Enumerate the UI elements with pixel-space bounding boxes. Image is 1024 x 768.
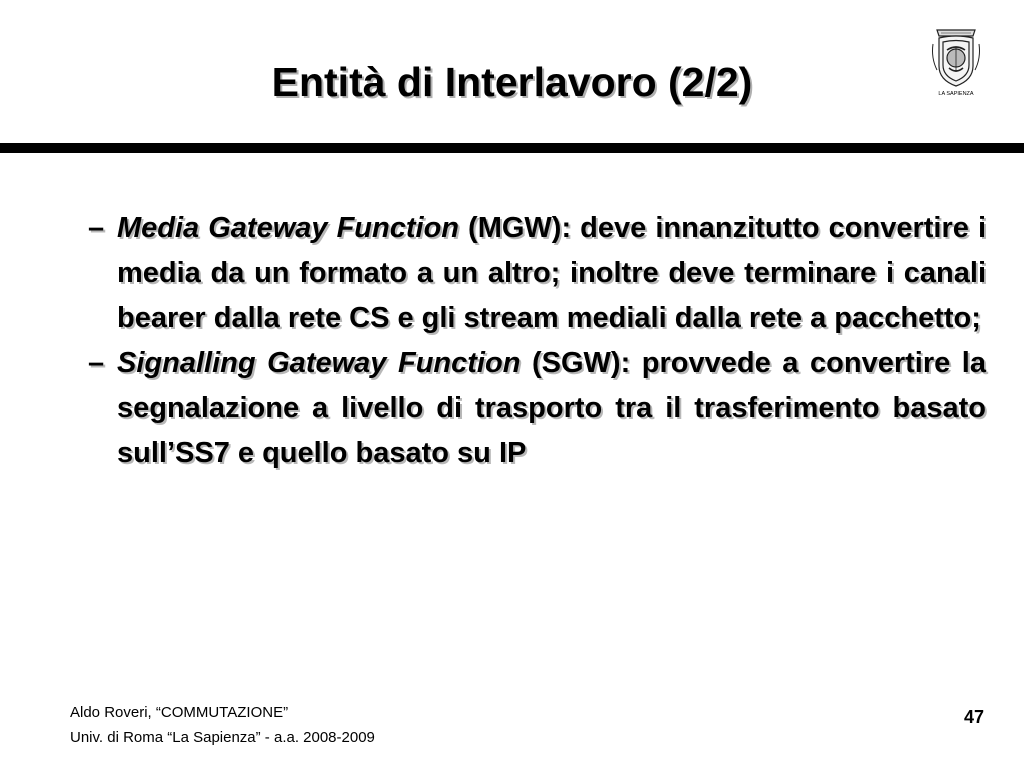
footer-institution: Univ. di Roma “La Sapienza” - a.a. 2008-2009	[70, 729, 375, 746]
bullet-item-sgw	[88, 341, 986, 476]
bullet-term: Media Gateway Function	[117, 212, 459, 244]
bullet-term: Signalling Gateway Function	[117, 347, 521, 379]
title-divider	[0, 143, 1024, 153]
logo-caption: LA SAPIENZA	[938, 91, 974, 97]
bullet-list	[88, 206, 986, 476]
bullet-text: (SGW): provvede a convertire la segnalazione a livello di trasporto tra il trasferimento basato sull’SS7 e quello basato su IP	[117, 347, 986, 469]
footer-author: Aldo Roveri, “COMMUTAZIONE”	[70, 704, 289, 721]
slide-title: Entità di Interlavoro (2/2)	[271, 59, 753, 105]
bullet-dash: –	[88, 212, 105, 244]
page-number: 47	[963, 707, 984, 727]
bullet-dash: –	[88, 347, 105, 379]
bullet-item-mgw	[88, 206, 986, 341]
bullet-text: (MGW): deve innanzitutto convertire i media da un formato a un altro; inoltre deve terminare i canali bearer dalla rete CS e gli stream mediali dalla rete a pacchetto;	[117, 212, 987, 334]
